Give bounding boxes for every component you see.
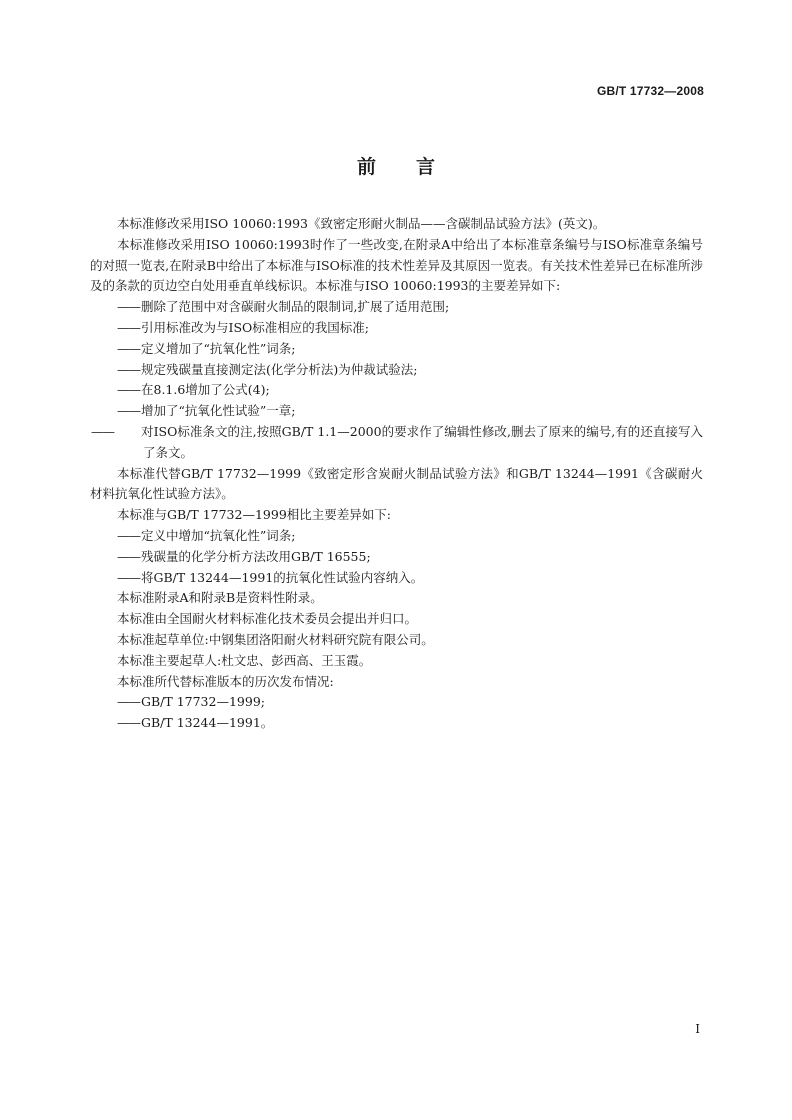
dash-mark: ——: [117, 382, 140, 398]
dash-mark: ——: [117, 361, 140, 377]
dash-mark: ——: [117, 319, 140, 335]
page-number: I: [695, 1022, 700, 1036]
diff-item-text: 将GB/T 13244—1991的抗氧化性试验内容纳入。: [141, 569, 424, 585]
dash-mark: ——: [117, 299, 140, 315]
diff-item-text: 对ISO标准条文的注,按照GB/T 1.1—2000的要求作了编辑性修改,删去了原来的编号,有的还直接写入了条文。: [141, 423, 703, 460]
diff-item: [90, 339, 703, 360]
history-item-text: GB/T 13244—1991。: [141, 715, 274, 731]
diff-item: [90, 422, 703, 464]
paragraph-diff-1999: 本标准与GB/T 17732—1999相比主要差异如下:: [117, 507, 391, 523]
diff-item: [90, 360, 703, 381]
title-char-2: 言: [416, 156, 436, 178]
paragraph-annex: 本标准附录A和附录B是资料性附录。: [117, 590, 323, 606]
diff-item-text: 残碳量的化学分析方法改用GB/T 16555;: [141, 548, 371, 564]
history-item-text: GB/T 17732—1999;: [141, 694, 265, 710]
dash-mark: ——: [117, 403, 140, 419]
history-item: [90, 713, 703, 734]
dash-mark: ——: [117, 527, 140, 543]
diff-item: [90, 526, 703, 547]
dash-mark: ——: [117, 694, 140, 710]
diff-item: [90, 318, 703, 339]
paragraph-changes: 本标准修改采用ISO 10060:1993时作了一些改变,在附录A中给出了本标准章条编号与ISO标准章条编号的对照一览表,在附录B中给出了本标准与ISO标准的技术性差异及其原因一览表。有关技术性差异已在标准所涉及的条款的页边空白处用垂直单线标识。本标准与ISO 10060:1993的主要差异如下:: [90, 236, 703, 294]
diff-item-text: 在8.1.6增加了公式(4);: [141, 382, 270, 398]
history-item: [90, 692, 703, 713]
diff-item-text: 规定残碳量直接测定法(化学分析法)为仲裁试验法;: [141, 361, 418, 377]
paragraph-drafters: 本标准主要起草人:杜文忠、彭西高、王玉霞。: [117, 652, 372, 668]
title-char-1: 前: [356, 156, 376, 178]
paragraph-adoption: 本标准修改采用ISO 10060:1993《致密定形耐火制品——含碳制品试验方法》(英文)。: [117, 216, 606, 231]
diff-item: [90, 568, 703, 589]
paragraph-drafting-unit: 本标准起草单位:中钢集团洛阳耐火材料研究院有限公司。: [117, 631, 434, 647]
diff-item-text: 增加了“抗氧化性试验”一章;: [141, 403, 296, 419]
diff-item: [90, 297, 703, 318]
diff-item: [90, 380, 703, 401]
standard-code: GB/T 17732—2008: [596, 84, 704, 98]
diff-item: [90, 547, 703, 568]
diff-item: [90, 401, 703, 422]
diff-item-text: 删除了范围中对含碳耐火制品的限制词,扩展了适用范围;: [141, 299, 450, 315]
paragraph-proposer: 本标准由全国耐火材料标准化技术委员会提出并归口。: [117, 611, 418, 627]
page-title: [0, 152, 792, 179]
dash-mark: ——: [117, 548, 140, 564]
diff-item-text: 定义中增加“抗氧化性”词条;: [141, 527, 296, 543]
paragraph-replaces: 本标准代替GB/T 17732—1999《致密定形含炭耐火制品试验方法》和GB/T 13244—1991《含碳耐火材料抗氧化性试验方法》。: [90, 465, 703, 502]
dash-mark: ——: [91, 423, 114, 439]
diff-item-text: 引用标准改为与ISO标准相应的我国标准;: [141, 319, 369, 335]
diff-item-text: 定义增加了“抗氧化性”词条;: [141, 340, 296, 356]
paragraph-history: 本标准所代替标准版本的历次发布情况:: [117, 673, 334, 689]
dash-mark: ——: [117, 340, 140, 356]
foreword-body: [90, 214, 703, 734]
dash-mark: ——: [117, 715, 140, 731]
dash-mark: ——: [117, 569, 140, 585]
